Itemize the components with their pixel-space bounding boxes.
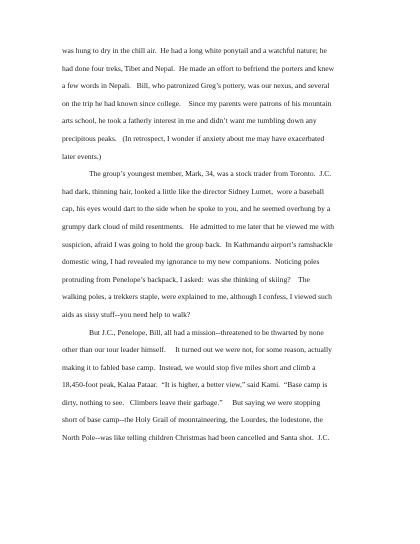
text-line: making it to fabled base camp. Instead, we would stop five miles short and climb a [62,362,316,372]
text-line: arts school, he took a fatherly interest in me and didn’t want me tumbling down any [62,116,317,126]
text-line: aids as sissy stuff--you need help to walk? [62,309,191,319]
text-line: domestic wing, I had revealed my ignorance to my new companions. Noticing poles [62,257,320,267]
text-line: short of base camp--the Holy Grail of mountaineering, the Lourdes, the lodestone, the [62,415,323,425]
text-line: walking poles, a trekkers staple, were explained to me, although I confess, I viewed such [62,292,332,302]
text-line: had done four treks, Tibet and Nepal. He made an effort to befriend the porters and knew [62,63,335,73]
text-line: protruding from Penelope’s backpack, I asked: was she thinking of skiing? The [62,274,310,284]
text-line: other than our tour leader himself. It turned out we were not, for some reason, actually [62,345,332,355]
text-line: had dark, thinning hair, looked a little like the director Sidney Lumet, wore a baseball [62,186,325,196]
paragraph-start-line: The group’s youngest member, Mark, 34, was a stock trader from Toronto. J.C. [89,169,332,179]
text-line: dirty, nothing to see. Climbers leave their garbage.” But saying we were stopping [62,397,321,407]
text-line: was hung to dry in the chill air. He had a long white ponytail and a watchful nature; he [62,46,327,55]
text-line: grumpy dark cloud of mild resentments. He admitted to me later that he viewed me with [62,221,335,231]
paragraph-start-line: But J.C., Penelope, Bill, all had a mission--threatened to be thwarted by none [89,327,324,337]
text-line: cap, his eyes would dart to the side when he spoke to you, and he seemed overhung by a [62,204,331,214]
body-text [62,42,372,447]
text-line: a few words in Nepali. Bill, who patronized Greg’s pottery, was our nexus, and several [62,81,330,91]
text-line: later events.) [62,151,102,161]
text-line: suspicion, afraid I was going to hold the group back. In Kathmandu airport’s ramshackle [62,239,333,249]
text-line: precipitous peaks. (In retrospect, I wonder if anxiety about me may have exacerbated [62,133,325,143]
text-line: North Pole--was like telling children Christmas had been cancelled and Santa shot. J.C. [62,433,330,443]
text-line: on the trip he had known since college. Since my parents were patrons of his mountain [62,98,332,108]
text-line: 18,450-foot peak, Kalaa Pataar. “It is higher, a better view,” said Kami. “Base camp is [62,380,328,390]
